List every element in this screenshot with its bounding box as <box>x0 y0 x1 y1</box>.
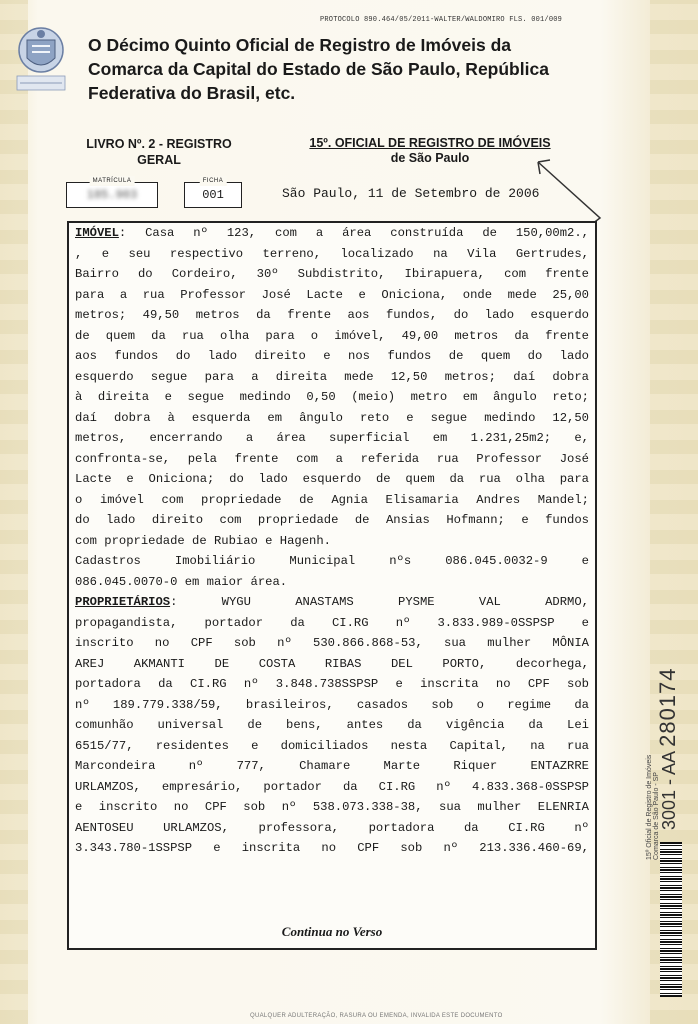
record-line: à direita e segue medindo 0,50 (meio) metro em ângulo reto; <box>75 390 589 404</box>
record-line: do lado direito com propriedade de Ansias Hofmann; e fundos <box>75 513 589 527</box>
record-line: propagandista, portador da CI.RG nº 3.833.989-0SSPSP e <box>75 615 589 630</box>
side-office-line-2: Comarca de São Paulo - SP <box>653 772 660 860</box>
record-line: e inscrito no CPF sob nº 538.073.338-38, sua mulher ELENRIA <box>75 800 589 814</box>
record-line: Cadastros Imobiliário Municipal nºs 086.045.0032-9 e <box>75 554 589 568</box>
record-line-text: : WYGU ANASTAMS PYSME VAL ADRMO, <box>170 595 589 609</box>
header-line-3: Federativa do Brasil, etc. <box>88 83 296 103</box>
record-line: , e seu respectivo terreno, localizado na Vila Gertrudes, <box>75 246 589 261</box>
record-line: de quem da rua olha para o imóvel, 49,00 metros da frente <box>75 328 589 343</box>
record-line: metros, encerrando a área superficial em 1.231,25m2; e, <box>75 431 589 445</box>
header-line-1: O Décimo Quinto Oficial de Registro de Imóveis da <box>88 35 512 55</box>
side-office-line-1: 15º Oficial de Registro de Imóveis <box>646 754 653 860</box>
book-label <box>74 136 244 168</box>
record-line <box>69 592 595 613</box>
ficha-caption: FICHA <box>200 176 227 186</box>
matricula-value: 185.903 <box>86 188 138 202</box>
record-line: inscrito no CPF sob nº 530.866.868-53, sua mulher MÔNIA <box>75 636 589 650</box>
record-line: confronta-se, pela frente com a referida rua Professor José <box>75 451 589 466</box>
record-line: Marcondeira nº 777, Chamare Marte Riquer ENTAZRRE <box>75 759 589 773</box>
handwritten-arrow-icon <box>530 150 610 230</box>
protocol-stamp: PROTOCOLO 890.464/05/2011-WALTER/WALDOMIRO FLS. 001/009 <box>320 16 563 24</box>
record-line: AENTOSEU URLAMZOS, professora, portadora da CI.RG nº <box>75 820 589 835</box>
record-line: esquerdo segue para a direita mede 12,50 metros; daí dobra <box>75 369 589 384</box>
property-label: IMÓVEL <box>75 226 119 240</box>
security-paper-number <box>655 667 681 830</box>
ficha-value: 001 <box>202 188 224 202</box>
registry-office-title <box>290 136 570 166</box>
registry-record-box <box>67 221 597 950</box>
security-series: 3001 - AA <box>659 751 679 830</box>
record-line: comunhão universal de bens, antes da vigência da Lei <box>75 718 589 732</box>
registry-office-line-1: 15º. OFICIAL DE REGISTRO DE IMÓVEIS <box>309 136 551 150</box>
document-date: São Paulo, 11 de Setembro de 2006 <box>282 186 540 201</box>
record-line: portadora da CI.RG nº 3.848.738SSPSP e inscrita no CPF sob <box>75 677 589 691</box>
header-line-2: Comarca da Capital do Estado de São Paulo, República <box>88 59 549 79</box>
continued-on-back-note: Continua no Verso <box>281 924 383 939</box>
coat-of-arms-icon <box>12 24 70 96</box>
barcode-icon <box>660 842 682 997</box>
record-line: 3.343.780-1SSPSP e inscrita no CPF sob nº 213.336.460-69, <box>75 841 589 855</box>
matricula-caption: MATRÍCULA <box>90 176 135 186</box>
record-line: AREJ AKMANTI DE COSTA RIBAS DEL PORTO, decorhega, <box>75 656 589 671</box>
record-line: daí dobra à esquerda em ângulo reto e segue medindo 12,50 <box>75 410 589 425</box>
security-number: 280174 <box>655 667 680 747</box>
book-label-line-1: LIVRO Nº. 2 - REGISTRO <box>86 137 232 151</box>
record-line: para a rua Professor José Lacte e Oniciona, onde mede 25,00 <box>75 287 589 302</box>
record-line <box>69 223 595 244</box>
book-label-line-2: GERAL <box>137 153 181 167</box>
record-line: URLAMZOS, empresário, portador da CI.RG nº 4.833.368-0SSPSP <box>75 779 589 794</box>
record-line: o imóvel com propriedade de Agnia Elisamaria Andres Mandel; <box>75 492 589 507</box>
record-line: metros; 49,50 metros da frente aos fundos, do lado esquerdo <box>75 308 589 322</box>
ficha-box <box>184 178 242 208</box>
record-line: 086.045.0070-0 em maior área. <box>75 574 288 589</box>
document-header <box>88 33 638 105</box>
record-line: Lacte e Oniciona; do lado esquerdo de quem da rua olha para <box>75 472 589 486</box>
matricula-box <box>66 178 158 208</box>
record-line: aos fundos do lado direito e nos fundos de quem do lado <box>75 349 589 363</box>
footer-warning: QUALQUER ADULTERAÇÃO, RASURA OU EMENDA, INVALIDA ESTE DOCUMENTO <box>250 1013 503 1019</box>
owners-label: PROPRIETÁRIOS <box>75 595 171 609</box>
record-line: nº 189.779.338/59, brasileiros, casados sob o regime da <box>75 697 589 712</box>
record-line-text: : Casa nº 123, com a área construída de 150,00m2., <box>118 226 589 240</box>
paper-edge-left <box>0 0 28 1024</box>
record-line: Bairro do Cordeiro, 30º Subdistrito, Ibirapuera, com frente <box>75 267 589 281</box>
record-line: 6515/77, residentes e domiciliados nesta Capital, na rua <box>75 738 589 753</box>
registry-office-line-2: de São Paulo <box>390 151 470 165</box>
record-line: com propriedade de Rubiao e Hagenh. <box>75 533 331 548</box>
